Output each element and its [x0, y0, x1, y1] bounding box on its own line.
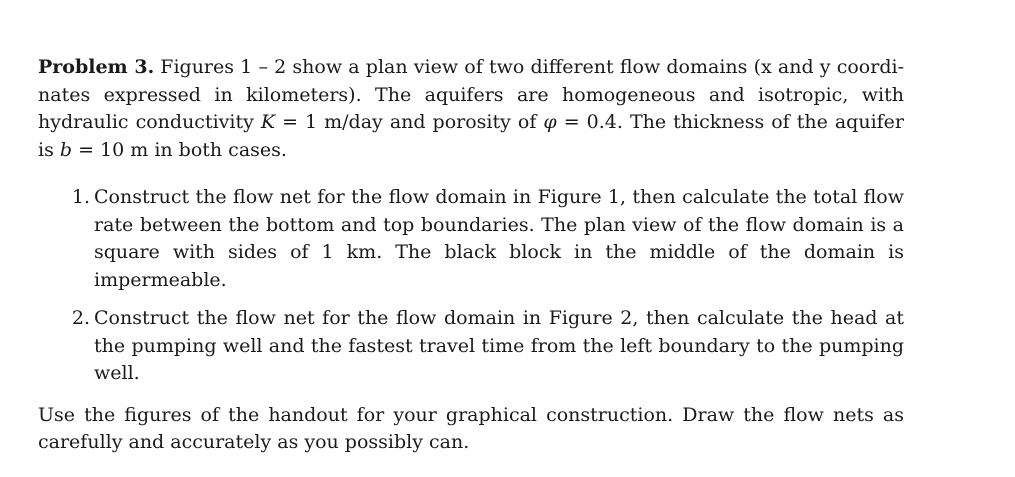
item-text: Construct the flow net for the flow domain in Figure 2, then calculate the head at the pumping well and the fastest travel time from the left boundary to the pumping well. [94, 307, 904, 384]
intro-text-d: in both cases. [148, 138, 287, 161]
item-text: Construct the flow net for the flow domain in Figure 1, then calculate the total flow rate between the bottom and top boundaries. The plan view of the flow domain is a square with sides of 1 km. The black block in the middle of the domain is impermeable. [94, 186, 904, 291]
item-number: 1. [71, 186, 90, 208]
problem-statement [38, 54, 904, 164]
b-value: = 10 m [72, 138, 149, 161]
intro-text-b: and porosity of [382, 111, 544, 133]
problem-label: Problem 3. [38, 56, 155, 78]
task-list [38, 184, 904, 388]
k-value: = 1 m/day [275, 111, 383, 133]
intro-text-c: . The thickness of the aquifer is [38, 111, 905, 161]
intro-text-a: Figures 1 – 2 show a plan view of two different flow domains (x and y coordi- nates expressed in kilometers). The aquifers are homogeneous and isotropic, with hydraulic conductivity [38, 56, 904, 133]
list-item [38, 305, 904, 388]
b-variable: b [59, 138, 73, 161]
problem-document [38, 54, 904, 457]
list-item [38, 184, 904, 294]
k-variable: K [260, 111, 276, 133]
phi-variable: φ [543, 111, 557, 133]
item-number: 2. [71, 307, 90, 329]
phi-value: = 0.4 [556, 111, 617, 133]
closing-paragraph: Use the figures of the handout for your graphical construction. Draw the flow nets as carefully and accurately as you possibly can. [38, 403, 904, 453]
